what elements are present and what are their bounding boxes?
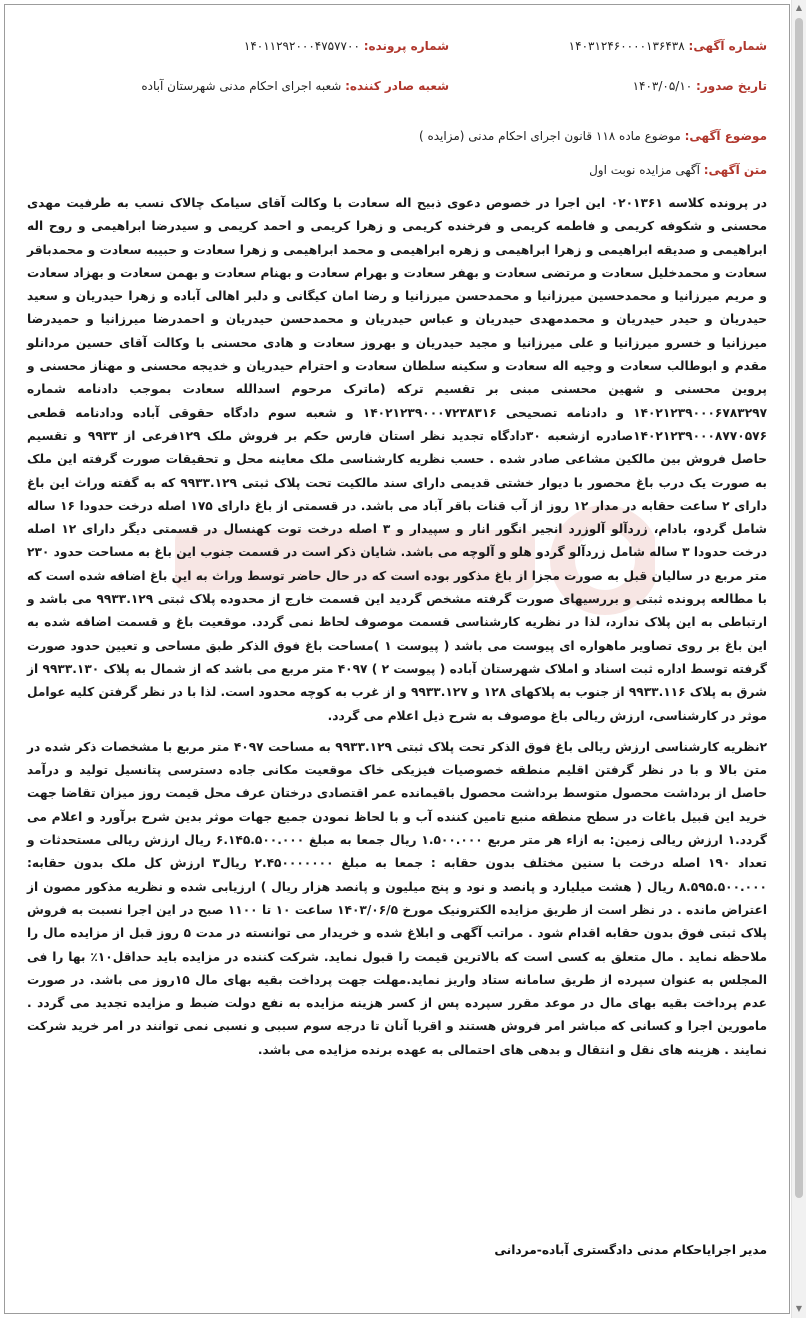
body-paragraph-2: ۲نظریه کارشناسی ارزش ریالی باغ فوق الذکر تحت پلاک ثبتی ۹۹۳۳.۱۲۹ به مساحت ۴۰۹۷ متر مربع با مشخصات ذکر شده در متن بالا و با در نظر گرفتن اقلیم منطقه خصوصیات فیزیکی خاک موقعیت مکانی جاده دسترسی پتانسیل تولید و درآمد حاصل از برداشت محصول متوسط برداشت محصول باقیمانده عمر اقتصادی درختان عرف محل قیمت روز میزان تقاضا جهت خرید این قبیل باغات در سطح منطقه منبع تامین کننده آب و با لحاظ نمودن جمیع جهات موثر بدین شرح برآورد و اعلام می گردد.۱ ارزش ریالی زمین: به ازاء هر متر مربع ۱.۵۰۰.۰۰۰ ریال جمعا به مبلغ ۶.۱۴۵.۵۰۰.۰۰۰ ریال ارزش ریالی مستحدثات و تعداد ۱۹۰ اصله درخت با سنین مختلف بدون حقابه : جمعا به مبلغ ۲.۴۵۰۰۰۰۰۰۰ ریال۳ ارزش کل ملک بدون حقابه: ۸.۵۹۵.۵۰۰.۰۰۰ ریال ( هشت میلیارد و پانصد و نود و پنج میلیون و پانصد هزار ریال ) ارزیابی شده و نظریه مذکور مصون از اعتراض مانده . در نظر است از طریق مزایده الکترونیک مورخ ۱۴۰۳/۰۶/۵ ساعت ۱۰ تا ۱۱۰۰ صبح در این اجرا نسبت به فروش پلاک ثبتی فوق بدون حقابه اقدام شود . مراتب آگهی و ابلاغ شده و خریدار می توانسته در مدت ۵ روز قبل از مزایده مال را ملاحظه نماید . مال متعلق به کسی است که بالاترین قیمت را قبول نماید. شرکت کننده در مزایده باید حداقل۱۰٪ بها را فی المجلس به عنوان سپرده از طریق سامانه ستاد واریز نماید.مهلت جهت پرداخت بقیه بهای مال ۱۵روز می باشد. در صورت عدم پرداخت بقیه بهای مال در موعد مقرر سپرده پس از کسر هزینه مزایده به نفع دولت ضبط و مزایده تجدید می گردد . مامورین اجرا و کسانی که مباشر امر فروش هستند و اقربا آنان تا درجه سوم سببی و نسبی نمی توانند در امر خرید شرکت نمایند . هزینه های نقل و انتقال و بدهی های احتمالی به عهده برنده مزایده می باشد.: [27, 739, 768, 1057]
signature-line: مدیر اجرایاحکام مدنی دادگستری آباده-مردانی: [494, 1243, 767, 1257]
case-number-value: ۱۴۰۱۱۲۹۲۰۰۰۴۷۵۷۷۰۰: [243, 39, 360, 53]
ad-text-label: متن آگهی:: [703, 163, 767, 177]
issue-date-label: تاریخ صدور:: [696, 79, 767, 93]
issue-date: [633, 79, 767, 93]
scrollbar-thumb[interactable]: [795, 18, 803, 1198]
notice-body: [27, 192, 767, 1070]
notice-text-title: [589, 163, 767, 177]
issuer-label: شعبه صادر کننده:: [345, 79, 449, 93]
scroll-down-arrow-icon[interactable]: ▼: [795, 1304, 803, 1313]
notice-subject: [419, 129, 767, 143]
notice-frame: [4, 4, 790, 1314]
case-number-label: شماره پرونده:: [363, 39, 449, 53]
ad-number: [569, 39, 767, 53]
case-number: [244, 39, 449, 53]
ad-number-value: ۱۴۰۳۱۲۴۶۰۰۰۰۱۳۶۴۳۸: [568, 39, 685, 53]
subject-value: موضوع ماده ۱۱۸ قانون اجرای احکام مدنی (مزایده ): [418, 129, 681, 143]
ad-text-value: آگهی مزایده نوبت اول: [589, 163, 700, 177]
issue-date-value: ۱۴۰۳/۰۵/۱۰: [632, 79, 693, 93]
issuer: [141, 79, 449, 93]
body-paragraph-1: در پرونده کلاسه ۰۲۰۱۳۶۱ این اجرا در خصوص دعوی ذبیح اله سعادت با وکالت آقای سیامک چالاک نسب به طرفیت مهدی محسنی و شکوفه کریمی و فاطمه کریمی و فرخنده کریمی و زهرا کریمی و احمد کریمی و سیدرضا ابراهیمی و روح اله ابراهیمی و صدیقه ابراهیمی و زهرا ابراهیمی و زهره ابراهیمی و محمد ابراهیمی و زهرا سعادت و حبیبه سعادت و محمدباقر سعادت و محمدخلیل سعادت و مرتضی سعادت و بهفر سعادت و بهرام سعادت و بهنام سعادت و بهمن سعادت و بهزاد سعادت و مریم میرزانیا و محمدحسین میرزانیا و محمدحسن میرزانیا و رضا امان کیگانی و دلبر اهالی آباده و زهرا حیدریان و سعید حیدریان و حیدر حیدریان و محمدمهدی حیدریان و عباس حیدریان و محمدحسن حیدریان و احمدرضا میرزانیا و حمیدرضا میرزانیا و خسرو میرزانیا و علی میرزانیا و مجید حیدریان و بهروز سعادت و هادی محسنی با وکالت آقای حسین مردانلو مقدم و ابوطالب سعادت و وجیه اله سعادت و سکینه سلطان سعادت و احترام حیدریان و خدیجه محسنی و مهناز محسنی و پروین محسنی و شهین محسنی مبنی بر تقسیم ترکه (ماترک مرحوم اسدالله سعادت بموجب دادنامه شماره ۱۴۰۲۱۲۳۹۰۰۰۶۷۸۳۲۹۷ و دادنامه تصحیحی ۱۴۰۲۱۲۳۹۰۰۰۷۲۳۸۳۱۶ و شعبه سوم دادگاه حقوقی آباده ودادنامه قطعی ۱۴۰۲۱۲۳۹۰۰۰۸۷۷۰۵۷۶صادره ازشعبه ۳۰دادگاه تجدید نظر استان فارس حکم بر فروش ملک ۱۲۹فرعی از ۹۹۳۳ و تقسیم حاصل فروش بین مالکین مشاعی صادر شده . حسب نظریه کارشناسی ملک معاینه محل و تحقیقات صورت گرفته این ملک به صورت یک درب باغ محصور با دیوار خشتی قدیمی دارای سند مالکیت تحت پلاک ثبتی ۹۹۳۳.۱۲۹ که به گفته وراث این باغ دارای ۲ ساعت حقابه در مدار ۱۲ روز از آب قنات باقر آباد می باشد. در قسمتی از باغ دارای ۱۷۵ اصله درخت حدودا ۱۶ ساله شامل گردو، بادام، زردآلو آلوزرد انجیر انگور انار و سپیدار و ۳ اصله درخت توت کهنسال در قسمتی دیگر دارای ۱۲ اصله درخت حدودا ۳ ساله شامل زردآلو گردو هلو و آلوچه می باشد. شایان ذکر است در قسمت جنوب این باغ به مساحت حدود ۲۳۰ متر مربع در سالیان قبل به صورت مجزا از باغ مذکور بوده است که در حال حاضر توسط وراث به این باغ اضافه شده است که با مطالعه پرونده ثبتی و بررسیهای صورت گرفته مشخص گردید این قسمت خارج از محدوده پلاک ثبتی ۹۹۳۳.۱۲۹ می باشد و ارتباطی به این پلاک ندارد، لذا در نظریه کارشناسی قسمت موصوف لحاظ نمی گردد. موقعیت باغ و قسمت اضافه شده به این باغ بر روی تصاویر ماهواره ای پیوست می باشد ( پیوست ۱ )مساحت باغ فوق الذکر طبق مساحی و تعیین حدود صورت گرفته توسط اداره ثبت اسناد و املاک شهرستان آباده ( پیوست ۲ ) ۴۰۹۷ متر مربع می باشد که از شمال به پلاک ۹۹۳۳.۱۳۰ از شرق به پلاک ۹۹۳۳.۱۱۶ از جنوب به پلاکهای ۱۲۸ و ۹۹۳۳.۱۲۷ و از غرب به کوچه محدود است. لذا با در نظر گرفتن کلیه عوامل موثر در کارشناسی، ارزش ریالی باغ موصوف به شرح ذیل اعلام می گردد.: [27, 196, 768, 723]
scroll-up-arrow-icon[interactable]: ▲: [795, 3, 803, 12]
subject-label: موضوع آگهی:: [684, 129, 767, 143]
ad-number-label: شماره آگهی:: [688, 39, 767, 53]
vertical-scrollbar[interactable]: [791, 0, 806, 1318]
issuer-value: شعبه اجرای احکام مدنی شهرستان آباده: [141, 79, 342, 93]
